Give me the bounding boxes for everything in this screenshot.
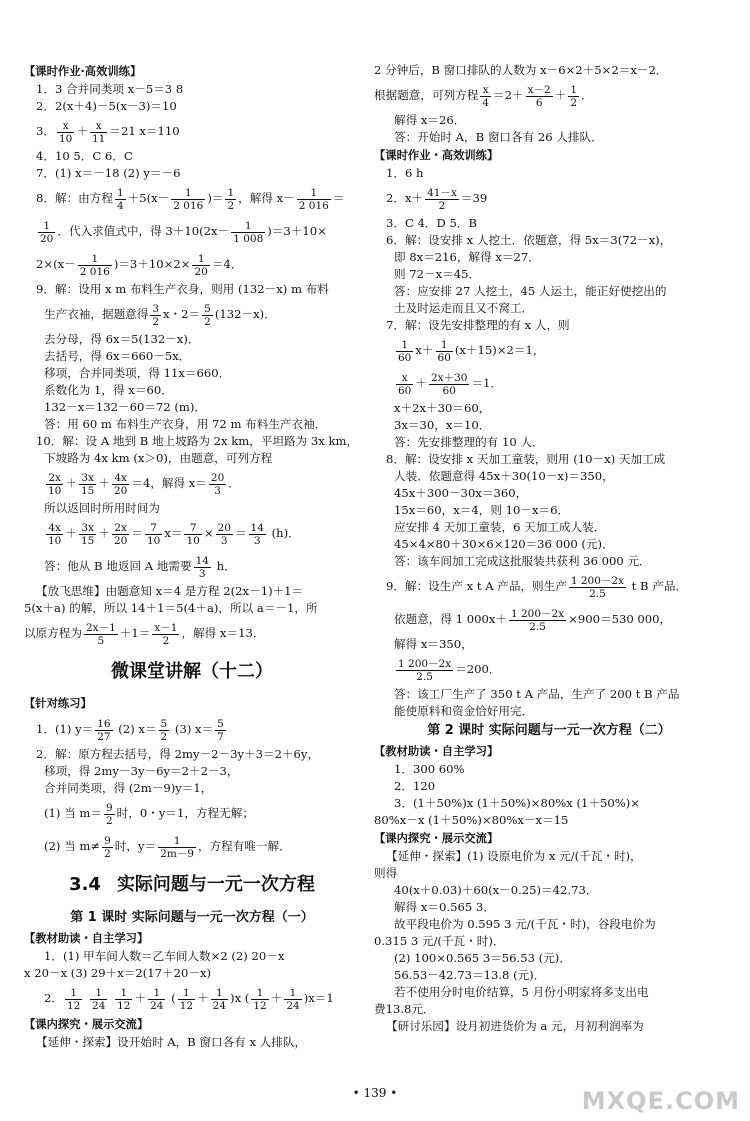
study-3-line2: 80%x－x (1＋50%)×80%x－x＝15: [374, 813, 569, 827]
extend-line4: 解得 x＝0.565 3．: [394, 900, 495, 914]
ext-continue-line3: 解得 x＝26．: [394, 113, 466, 127]
answer-9-line5: 移项，合并同类项，得 11x＝660．: [44, 366, 231, 380]
answer-7: 7．(1) x＝－18 (2) y＝－6: [36, 166, 181, 180]
practice-1: 1．(1) y＝ $\frac{16}{27}$ (2) x＝ $\frac{5}{2}$ (3) x＝ $\frac{5}{7}$: [36, 717, 224, 743]
answer-9-line2: 生产衣袖，据题意得 $\frac{3}{2}$ x・2＝ $\frac{5}{2}$ (132－x)．: [44, 302, 276, 328]
hw-8-line1: 8．解：设安排 x 天加工童装，则用 (10－x) 天加工成: [386, 452, 666, 466]
hw-1: 1．6 h: [386, 166, 424, 180]
lesson-2-title: 第 2 课时 实际问题与一元一次方程（二）: [427, 723, 671, 738]
hw-8-line6: 45×4×80＋30×6×120＝36 000 (元)．: [394, 537, 614, 551]
study-3-line1: 3．(1＋50%)x (1＋50%)×80%x (1＋50%)×: [394, 796, 640, 810]
hw-7-line4: x＋2x＋30＝60，: [394, 401, 491, 415]
answer-9-line4: 去括号，得 6x＝660－5x．: [44, 349, 191, 363]
hw-9-line5: 答：该工厂生产了 350 t A 产品，生产了 200 t B 产品: [394, 687, 680, 701]
answer-10-line5: $\frac{4x}{10}$ ＋ $\frac{3x}{15}$ ＋ $\frac{2x}{20}$ ＝ $\frac{7}{10}$ x＝ $\frac{7}{10}$ × $\frac{20}{3}$ ＝ $\frac{14}{3}$ (h)．: [48, 521, 300, 547]
hw-9-line6: 能使原料和资金恰好用完．: [394, 704, 534, 718]
homework-header: 【课时作业·高效训练】: [24, 65, 142, 78]
hw-8-line3: 45x＋300－30x＝360，: [394, 486, 528, 500]
hw-8-line4: 15x＝60，x＝4，则 10－x＝6．: [394, 503, 570, 517]
hw-3-5: 3．C 4．D 5．B: [386, 216, 477, 230]
ext-continue-line4: 答：开始时 A，B 窗口各有 26 人排队．: [394, 130, 603, 144]
practice-2-line4: (1) 当 m＝ $\frac{9}{2}$ 时，0・y＝1，方程无解；: [44, 801, 254, 827]
answer-9-line1: 9．解：设用 x m 布料生产衣身，则用 (132－x) m 布料: [36, 282, 329, 296]
right-inclass-header: 【课内探究・展示交流】: [374, 832, 499, 845]
right-homework-header: 【课时作业・高效训练】: [374, 149, 499, 162]
answer-9-line6: 系数化为 1，得 x＝60．: [44, 383, 173, 397]
inclass-header: 【课内探究・展示交流】: [24, 1018, 149, 1031]
answer-10-line2: 下坡路为 4x km (x＞0)，由题意，可列方程: [44, 451, 273, 465]
answer-10-line4: 所以返回时所用时间为: [44, 501, 160, 515]
target-practice-header: 【针对练习】: [24, 697, 92, 710]
right-textbook-header: 【教材助读・自主学习】: [374, 745, 499, 758]
hw-8-line5: 应安排 4 天加工童装，6 天加工成人装．: [394, 520, 606, 534]
hw-6-line5: 土及时运走而且又不窝工．: [394, 301, 534, 315]
micro-lesson-title: 微课堂讲解（十二）: [111, 661, 273, 682]
answer-2: 2．2(x＋4)－5(x－3)＝10: [36, 99, 177, 113]
textbook-1-line2: x 20－x (3) 29＋x＝2(17＋20－x): [24, 966, 212, 980]
textbook-2: 2． $\frac{1}{12}$ $\frac{1}{24}$ $\frac{1}{12}$ ＋ $\frac{1}{24}$ ( $\frac{1}{12}$ ＋ $\frac{1}{24}$ )x ( $\frac{1}{12}$ ＋ $\frac{1}{24}$ )x＝1: [44, 986, 334, 1012]
fangfei-line3: 以原方程为 $\frac{2x-1}{5}$ ＋1＝ $\frac{x-1}{2}$ ，解得 x＝13．: [24, 621, 265, 647]
hw-6-line1: 6．解：设安排 x 人挖土．依题意，得 5x＝3(72－x)，: [386, 233, 672, 247]
answer-8-line1: 8．解：由方程 $\frac{1}{4}$ ＋5(x－ $\frac{1}{2 016}$ )＝ $\frac{1}{2}$ ，解得 x－ $\frac{1}{2 016}$ ＝: [36, 186, 345, 212]
practice-2-line5: (2) 当 m≠ $\frac{9}{2}$ 时，y＝ $\frac{1}{2m-9}$ ，方程有唯一解．: [44, 834, 291, 860]
ext-continue-line1: 2 分钟后，B 窗口排队的人数为 x－6×2＋5×2＝x－2．: [374, 63, 668, 77]
practice-2-line2: 移项，得 2my－3y－6y＝2＋2－3，: [44, 764, 239, 778]
textbook-1-line1: 1．(1) 甲车间人数＝乙车间人数×2 (2) 20－x: [44, 949, 285, 963]
hw-6-line4: 答：应安排 27 人挖土，45 人运土，能正好使挖出的: [394, 284, 667, 298]
lesson-1-title: 第 1 课时 实际问题与一元一次方程（一）: [70, 910, 314, 925]
study-2: 2．120: [394, 779, 436, 793]
answer-3: 3． $\frac{x}{10}$ ＋ $\frac{x}{11}$ ＝21 x＝110: [36, 119, 180, 145]
answer-10-line6: 答：他从 B 地返回 A 地需要 $\frac{14}{3}$ h．: [44, 554, 236, 580]
hw-2: 2．x＋ $\frac{41-x}{2}$ ＝39: [386, 186, 488, 212]
extend-line8: 56.53－42.73＝13.8 (元)．: [394, 968, 546, 982]
hw-9-line2: 依题意，得 1 000x＋ $\frac{1 200-2x}{2.5}$ ×900＝530 000，: [394, 607, 672, 633]
hw-7-line6: 答：先安排整理的有 10 人．: [394, 435, 544, 449]
extend-line7: (2) 100×0.565 3＝56.53 (元)．: [394, 951, 571, 965]
watermark-logo: MXQE.COM: [581, 1087, 740, 1115]
hw-7-line5: 3x＝30，x＝10．: [394, 418, 491, 432]
fangfei-line1: 【放飞思维】由题意知 x＝4 是方程 2(2x－1)＋1＝: [36, 584, 304, 598]
answer-10-line1: 10．解：设 A 地到 B 地上坡路为 2x km，平坦路为 3x km，: [36, 434, 359, 448]
answer-1: 1．3 合并同类项 x－5＝3 8: [36, 82, 184, 96]
hw-9-line3: 解得 x＝350，: [394, 637, 473, 651]
hw-7-line1: 7．解：设先安排整理的有 x 人，则: [386, 318, 570, 332]
extend-line9: 若不使用分时电价结算，5 月份小明家将多支出电: [394, 985, 649, 999]
answer-8-line3: 2×(x－ $\frac{1}{2 016}$ )＝3＋10×2× $\frac{1}{20}$ ＝4．: [36, 252, 243, 278]
hw-8-line7: 答：该车间加工完成这批服装共获利 36 000 元．: [394, 554, 651, 568]
hw-9-line4: $\frac{1 200-2x}{2.5}$ ＝200．: [398, 657, 501, 683]
answer-10-line3: $\frac{2x}{10}$ ＋ $\frac{3x}{15}$ ＋ $\frac{4x}{20}$ ＝4，解得 x＝ $\frac{20}{3}$ ．: [48, 471, 240, 497]
section-number: 3.4: [69, 874, 101, 895]
hw-8-line2: 人装．依题意得 45x＋30(10－x)＝350，: [394, 469, 614, 483]
section-title: [24, 863, 360, 907]
ext-continue-line2: 根据题意，可列方程 $\frac{x}{4}$ ＝2＋ $\frac{x-2}{6}$ ＋ $\frac{1}{2}$ ．: [374, 83, 593, 109]
section-name: 实际问题与一元一次方程: [116, 874, 315, 895]
answer-9-line3: 去分母，得 6x＝5(132－x)．: [44, 332, 200, 346]
answer-4-6: 4．10 5．C 6．C: [36, 149, 133, 163]
hw-6-line3: 则 72－x＝45．: [394, 267, 481, 281]
answer-9-line8: 答：用 60 m 布料生产衣身，用 72 m 布料生产衣袖．: [44, 417, 327, 431]
extend-line3: 40(x＋0.03)＋60(x－0.25)＝42.73．: [394, 883, 598, 897]
hw-7-line3: $\frac{x}{60}$ ＋ $\frac{2x+30}{60}$ ＝1．: [398, 371, 503, 397]
extend-line10: 费13.8元．: [374, 1002, 435, 1016]
page-number: • 139 •: [352, 1086, 398, 1100]
extension-line1: 【延伸・探索】设开始时 A，B 窗口各有 x 人排队，: [36, 1035, 307, 1049]
right-column: [374, 62, 724, 1035]
study-1: 1．300 60%: [394, 762, 465, 776]
practice-2-line3: 合并同类项，得 (2m－9)y＝1，: [44, 781, 213, 795]
answer-8-line2: $\frac{1}{20}$ ．代入求值式中，得 3＋10(2x－ $\frac{1}{1 008}$ )＝3＋10×: [40, 219, 327, 245]
fangfei-line2: 5(x＋a) 的解，所以 14＋1＝5(4＋a)，所以 a＝－1，所: [24, 601, 318, 615]
extend-line6: 0.315 3 元/(千瓦・时)．: [374, 934, 505, 948]
research-line1: 【研讨乐园】设月初进货价为 a 元，月初利润率为: [386, 1019, 644, 1033]
textbook-header: 【教材助读・自主学习】: [24, 932, 149, 945]
practice-2-line1: 2．解：原方程去括号，得 2my－2－3y＋3＝2＋6y，: [36, 747, 320, 761]
extend-line2: 则得: [374, 866, 398, 880]
hw-6-line2: 即 8x＝216，解得 x＝27．: [394, 250, 540, 264]
answer-9-line7: 132－x＝132－60＝72 (m)．: [44, 400, 206, 414]
hw-7-line2: $\frac{1}{60}$ x＋ $\frac{1}{60}$ (x＋15)×2＝1，: [398, 338, 545, 364]
hw-9-line1: 9．解：设生产 x t A 产品，则生产 $\frac{1 200-2x}{2.5}$ t B 产品．: [386, 574, 688, 600]
extend-line5: 故平段电价为 0.595 3 元/(千瓦・时)，谷段电价为: [394, 917, 656, 931]
left-column: [24, 62, 360, 1051]
extend-line1: 【延伸・探索】(1) 设原电价为 x 元/(千瓦・时)，: [386, 849, 642, 863]
